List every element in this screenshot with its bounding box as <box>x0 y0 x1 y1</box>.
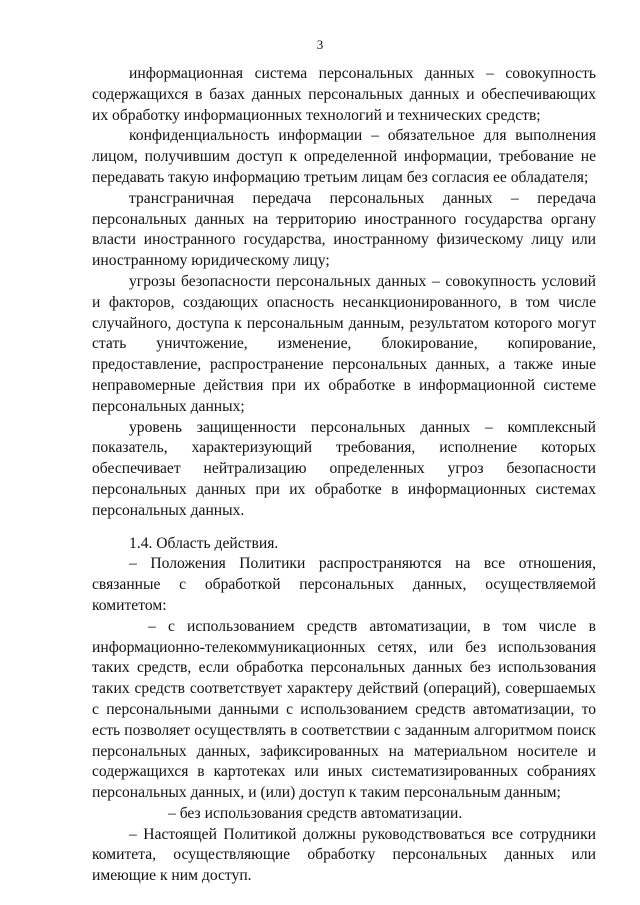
page-number: 3 <box>316 37 324 52</box>
definition-confidentiality: конфиденциальность информации – обязательное для выполнения лицом, получившим доступ к определенной информации, требование не передавать такую информацию третьим лицам без согласия ее обладателя; <box>92 127 596 186</box>
definition-protection-level: уровень защищенности персональных данных – комплексный показатель, характеризующий требования, исполнение которых обеспечивает нейтрализацию определенных угроз безопасности персональных данных при их обработке в информационных системах персональных данных. <box>92 418 596 519</box>
scope-item-2: – Настоящей Политикой должны руководствоваться все сотрудники комитета, осуществляющие обработку персональных данных или имеющие к ним доступ. <box>92 825 596 885</box>
scope-subitem-automation: – с использованием средств автоматизации, в том числе в информационно-телекоммуникационных сетях, или без использования таких средств, если обработка персональных данных без использования таких средств соответствует характеру действий (операций), совершаемых с персональными данными с использованием средств автоматизации, то есть позволяет осуществлять в соответствии с заданным алгоритмом поиск персональных данных, зафиксированных на материальном носителе и содержащихся в картотеках или иных систематизированных собраниях персональных данных, и (или) доступ к таким персональным данным; <box>92 617 596 802</box>
section-gap <box>92 522 596 534</box>
scope-subitem-no-automation: – без использования средств автоматизации. <box>168 804 463 822</box>
scope-item-1: – Положения Политики распространяются на все отношения, связанные с обработкой персональных данных, осуществляемой комитетом: <box>92 555 596 614</box>
document-body <box>92 64 596 887</box>
definition-cross-border-transfer: трансграничная передача персональных данных – передача персональных данных на территорию иностранного государства органу власти иностранного государства, иностранному физическому лицу или иностранному юридическому лицу; <box>92 189 596 270</box>
definition-information-system: информационная система персональных данных – совокупность содержащихся в базах данных персональных данных и обеспечивающих их обработку информационных технологий и технических средств; <box>92 65 596 124</box>
section-heading: 1.4. Область действия. <box>129 534 279 552</box>
definition-security-threats: угрозы безопасности персональных данных – совокупность условий и факторов, создающих опасность несанкционированного, в том числе случайного, доступа к персональным данным, результатом которого могут стать уничтожение, изменение, блокирование, копирование, предоставление, распространение персональных данных, а также иные неправомерные действия при их обработке в информационной системе персональных данных; <box>92 272 596 415</box>
